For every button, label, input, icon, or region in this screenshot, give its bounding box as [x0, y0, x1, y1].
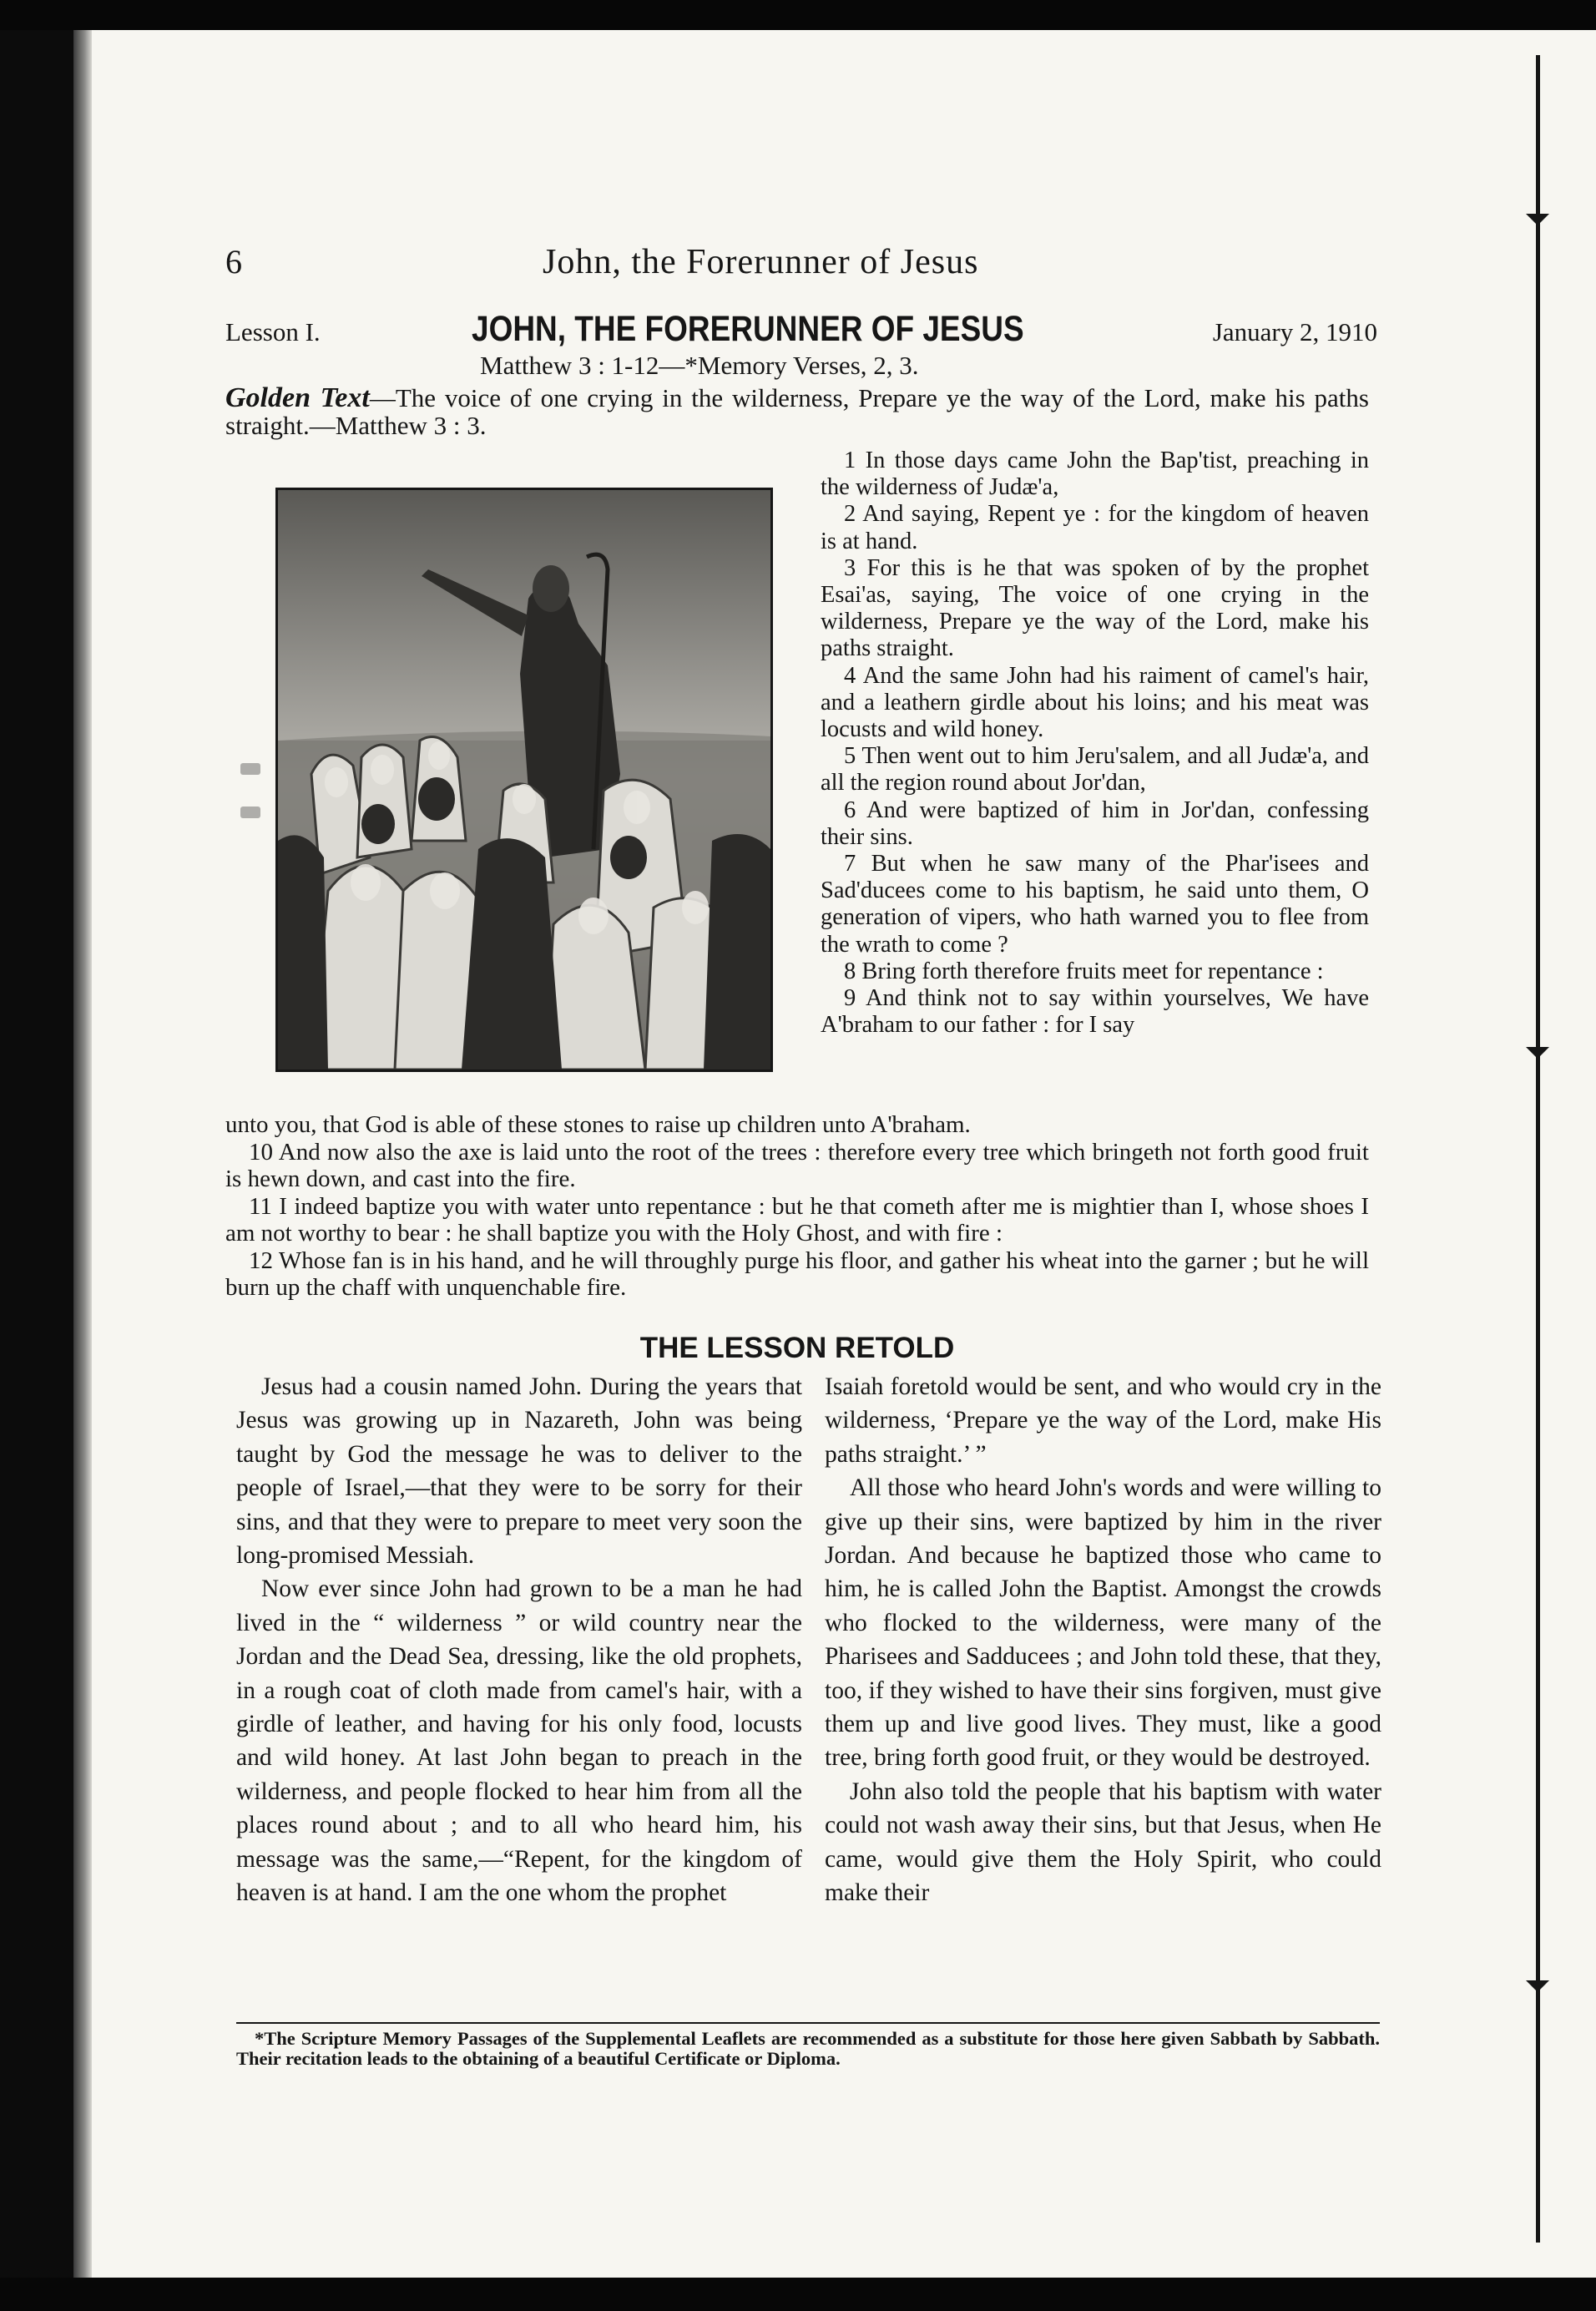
verse: 11 I indeed baptize you with water unto repentance : but he that cometh after me is mightier than I, whose shoes I am not worthy to bear : he shall baptize you with the Holy Ghost, and with fire :	[225, 1192, 1369, 1247]
retold-column-left	[236, 1370, 802, 1910]
paragraph: Now ever since John had grown to be a man he had lived in the “ wilderness ” or wild country near the Jordan and the Dead Sea, dressing, like the old prophets, in a rough coat of cloth made from camel's hair, with a girdle of leather, and having for his only food, locusts and wild honey. At last John began to preach in the wilderness, and people flocked to hear him from all the places round about ; and to all who heard him, his message was the same,—“Repent, for the kingdom of heaven is at hand. I am the one whom the prophet	[236, 1575, 802, 1907]
paragraph: Jesus had a cousin named John. During the years that Jesus was growing up in Nazareth, John was being taught by God the message he was to deliver to the people of Israel,—that they were to be sorry for their sins, and that they were to prepare to meet very soon the long-promised Messiah.	[236, 1373, 802, 1570]
verse: 4 And the same John had his raiment of camel's hair, and a leathern girdle about his loins; and his meat was locusts and wild honey.	[821, 662, 1369, 743]
paragraph: All those who heard John's words and were willing to give up their sins, were baptized by him in the river Jordan. And because he baptized those who came to him, he is called John the Baptist. Amongst the crowds who flocked to the wilderness, were many of the Pharisees and Sadducees ; and John told these, that they, too, if they wished to have their sins forgiven, must give them up and live good lives. They must, like a good tree, bring forth good fruit, or they would be destroyed.	[825, 1474, 1381, 1772]
paragraph-continuation: Isaiah foretold would be sent, and who would cry in the wilderness, ‘Prepare ye the way of the Lord, make His paths straight.’ ”	[825, 1373, 1381, 1468]
scripture-verses-full-width	[225, 1111, 1369, 1302]
page-number: 6	[225, 243, 242, 281]
golden-text-body: —The voice of one crying in the wilderness, Prepare ye the way of the Lord, make his paths straight.—Matthew 3 : 3.	[225, 383, 1369, 440]
lesson-date: January 2, 1910	[1212, 317, 1377, 346]
ink-bleed	[240, 807, 260, 818]
footnote-text: *The Scripture Memory Passages of the Supplemental Leaflets are recommended as a substitute for those here given Sabbath by Sabbath. Their recitation leads to the obtaining of a beautiful Certificate or Diploma.	[236, 2028, 1380, 2069]
golden-text	[225, 384, 1369, 439]
verse: 2 And saying, Repent ye : for the kingdom of heaven is at hand.	[821, 501, 1369, 554]
scan-frame-bottom	[0, 2278, 1596, 2311]
book-spine	[73, 30, 92, 2278]
edge-tick-mark	[1526, 1980, 1549, 1992]
illustration-john-preaching	[275, 488, 773, 1072]
verse: 6 And were baptized of him in Jor'dan, confessing their sins.	[821, 796, 1369, 850]
page-edge-rule	[1536, 55, 1540, 2243]
paragraph: John also told the people that his baptism with water could not wash away their sins, but that Jesus, when He came, would give them the Holy Spirit, who could make their	[825, 1777, 1381, 1907]
verse: 9 And think not to say within yourselves, We have A'braham to our father : for I say	[821, 985, 1369, 1039]
lesson-number: Lesson I.	[225, 317, 321, 346]
scan-frame-top	[0, 0, 1596, 30]
verse: 7 But when he saw many of the Phar'isees and Sad'ducees come to his baptism, he said unto them, O generation of vipers, who hath warned you to flee from the wrath to come ?	[821, 851, 1369, 958]
edge-tick-mark	[1526, 1047, 1549, 1059]
running-header	[225, 242, 1377, 292]
retold-column-right	[825, 1370, 1381, 1910]
verse: 5 Then went out to him Jeru'salem, and all Judæ'a, and all the region round about Jor'dan,	[821, 743, 1369, 796]
verse: 12 Whose fan is in his hand, and he will throughly purge his floor, and gather his wheat into the garner ; but he will burn up the chaff with unquenchable fire.	[225, 1247, 1369, 1301]
ink-bleed	[240, 763, 260, 775]
golden-text-label: Golden Text	[225, 382, 370, 413]
scripture-reference: Matthew 3 : 1-12—*Memory Verses, 2, 3.	[480, 351, 919, 380]
lesson-header	[225, 309, 1377, 356]
lesson-title: JOHN, THE FORERUNNER OF JESUS	[472, 309, 1024, 349]
verse-continuation: unto you, that God is able of these stones to raise up children unto A'braham.	[225, 1111, 971, 1138]
edge-tick-mark	[1526, 214, 1549, 225]
verse: 8 Bring forth therefore fruits meet for repentance :	[844, 958, 1324, 984]
scripture-verses-column	[821, 448, 1369, 1039]
verse: 10 And now also the axe is laid unto the root of the trees : therefore every tree which bringeth not forth good fruit is hewn down, and cast into the fire.	[225, 1138, 1369, 1192]
verse: 1 In those days came John the Bap'tist, preaching in the wilderness of Judæ'a,	[821, 448, 1369, 501]
section-heading-lesson-retold: THE LESSON RETOLD	[639, 1332, 955, 1364]
footnote-divider	[236, 2022, 1380, 2024]
verse: 3 For this is he that was spoken of by the prophet Esai'as, saying, The voice of one crying in the wilderness, Prepare ye the way of the Lord, make his paths straight.	[821, 554, 1369, 662]
footnote	[236, 2029, 1380, 2069]
running-title: John, the Forerunner of Jesus	[543, 243, 979, 281]
